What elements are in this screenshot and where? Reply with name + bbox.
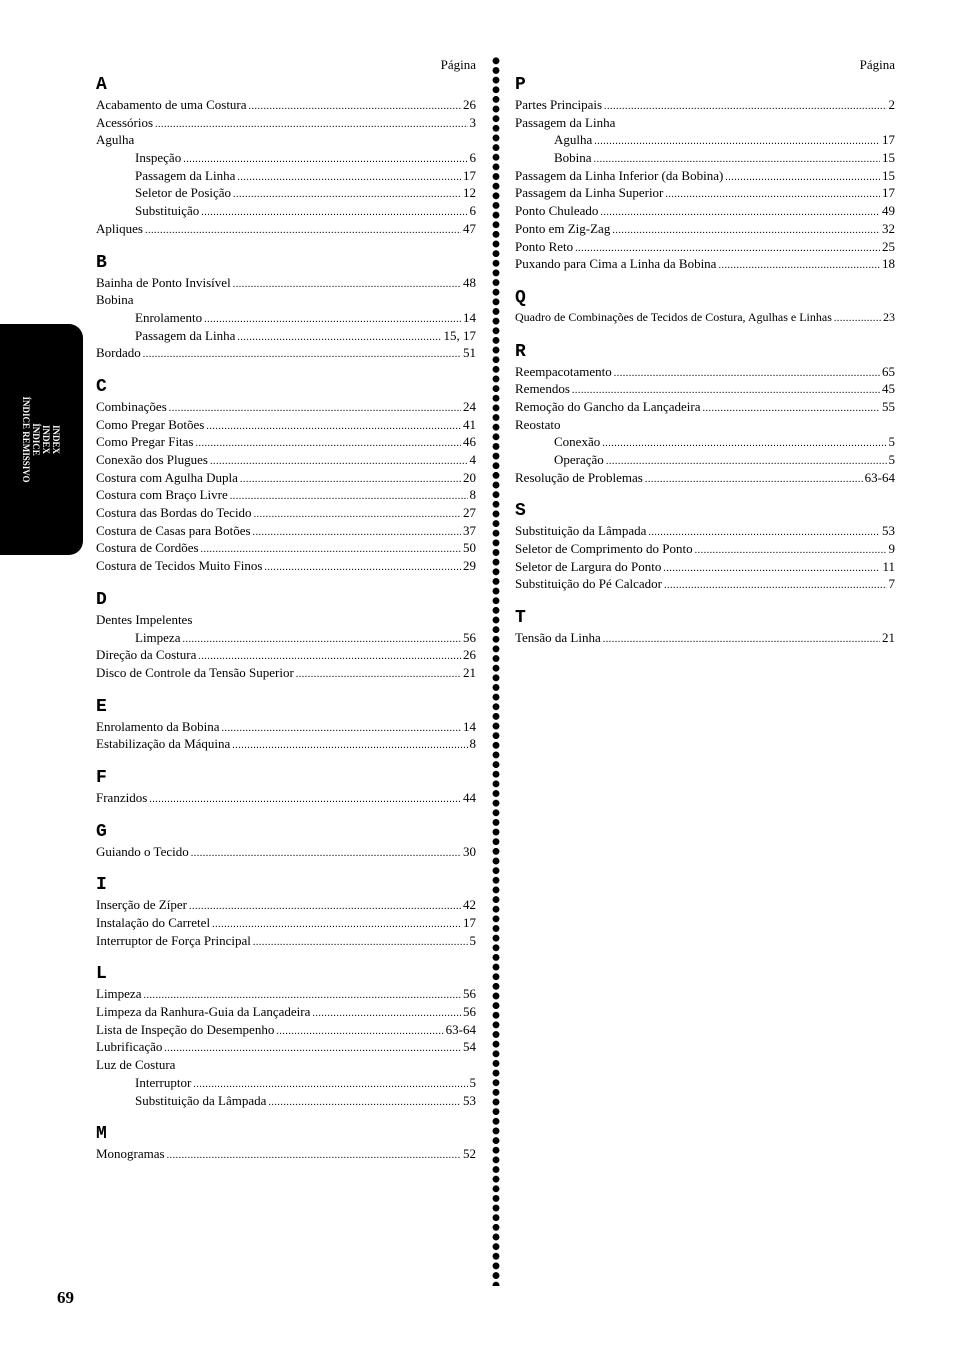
- dot-leader: [233, 276, 461, 294]
- entry-label: Operação: [554, 452, 604, 467]
- index-entry: [96, 1145, 476, 1163]
- index-entry: [96, 646, 476, 664]
- index-entry: [96, 985, 476, 1003]
- section-letter: I: [96, 875, 107, 896]
- entry-page: 29: [463, 558, 476, 574]
- entry-label: Estabilização da Máquina: [96, 736, 231, 752]
- entry-label: Interruptor: [135, 1074, 192, 1090]
- index-entry: [96, 843, 476, 861]
- entry-label: Passagem da Linha: [135, 327, 236, 343]
- entry-page: 47: [463, 220, 476, 236]
- index-entry: [96, 291, 476, 309]
- index-entry: [96, 131, 476, 149]
- index-entry: [96, 896, 476, 914]
- entry-page: 50: [463, 540, 476, 556]
- index-entry: [515, 114, 895, 132]
- entry-page: 21: [463, 664, 476, 680]
- index-section: [515, 607, 895, 647]
- entry-page: 32: [882, 220, 895, 236]
- entry-label: Costura de Cordões: [96, 540, 199, 556]
- index-entry: [96, 932, 476, 950]
- entry-label: Como Pregar Botões: [96, 416, 205, 432]
- index-entry: [515, 451, 895, 469]
- left-sections: [96, 74, 476, 1163]
- entry-label: Disco de Controle da Tensão Superior: [96, 664, 294, 680]
- entry-page: 2: [888, 97, 895, 112]
- index-section: [96, 252, 476, 362]
- dot-leader: [230, 488, 468, 506]
- dot-leader: [240, 471, 461, 489]
- index-section: [96, 1123, 476, 1163]
- right-sections: [515, 74, 895, 647]
- index-entry: [515, 363, 895, 381]
- entry-page: 45: [882, 381, 895, 397]
- dot-leader: [276, 1023, 443, 1041]
- entry-label: Inserção de Zíper: [96, 897, 187, 913]
- dot-leader: [253, 524, 461, 542]
- section-letter: G: [96, 821, 107, 842]
- dot-leader: [264, 559, 461, 577]
- entry-label: Conexão dos Plugues: [96, 452, 208, 467]
- entry-page: 30: [463, 843, 476, 859]
- entry-label: Limpeza: [135, 629, 181, 645]
- dot-leader: [169, 400, 461, 418]
- entry-page: 15: [882, 167, 895, 183]
- section-letter: B: [96, 252, 107, 273]
- entry-label: Como Pregar Fitas: [96, 434, 194, 450]
- dot-leader: [204, 311, 461, 329]
- entry-page: 23: [883, 309, 895, 324]
- entry-page: 27: [463, 505, 476, 521]
- entry-label: Acabamento de uma Costura: [96, 97, 247, 112]
- dot-leader: [703, 400, 880, 418]
- index-section: [96, 696, 476, 753]
- dot-leader: [606, 453, 887, 471]
- entry-page: 3: [469, 114, 476, 130]
- entry-label: Inspeção: [135, 150, 182, 166]
- entry-page: 12: [463, 185, 476, 201]
- section-letter: Q: [515, 287, 526, 308]
- entry-page: 11: [882, 558, 895, 574]
- entry-page: 6: [469, 150, 476, 166]
- entry-page: 49: [882, 203, 895, 219]
- entry-label: Bobina: [554, 150, 592, 166]
- index-entry: [96, 718, 476, 736]
- index-entry: [96, 202, 476, 220]
- dot-leader: [237, 329, 441, 347]
- entry-page: 37: [463, 522, 476, 538]
- index-entry: [96, 1038, 476, 1056]
- index-entry: [515, 575, 895, 593]
- entry-label: Reostato: [515, 416, 561, 432]
- entry-label: Enrolamento: [135, 309, 203, 325]
- entry-page: 56: [463, 1004, 476, 1020]
- dot-leader: [695, 542, 887, 560]
- entry-page: 17: [463, 915, 476, 930]
- entry-label: Ponto Reto: [515, 238, 574, 254]
- index-entry: [96, 149, 476, 167]
- section-letter: A: [96, 75, 107, 95]
- index-section: [96, 963, 476, 1109]
- entry-page: 4: [469, 452, 476, 467]
- section-letter: D: [96, 589, 107, 610]
- section-letter: F: [96, 767, 107, 788]
- index-entry: [515, 469, 895, 487]
- index-entry: [96, 220, 476, 238]
- entry-label: Lista de Inspeção do Desempenho: [96, 1021, 275, 1037]
- index-entry: [96, 398, 476, 416]
- side-tab-labels: [0, 324, 83, 555]
- section-letter: P: [515, 75, 526, 95]
- entry-label: Partes Principais: [515, 97, 603, 112]
- entry-page: 48: [463, 274, 476, 290]
- index-entry: [515, 184, 895, 202]
- entry-label: Guiando o Tecido: [96, 843, 189, 859]
- index-entry: [515, 220, 895, 238]
- index-entry: [96, 629, 476, 647]
- index-section: [96, 874, 476, 949]
- entry-page: 17: [882, 185, 895, 201]
- section-letter: R: [515, 341, 526, 362]
- entry-page: 15: [882, 150, 895, 166]
- entry-label: Passagem da Linha Inferior (da Bobina): [515, 167, 724, 183]
- entry-label: Costura com Braço Livre: [96, 487, 228, 503]
- dot-leader: [312, 1005, 461, 1023]
- dot-leader: [232, 737, 467, 755]
- entry-page: 63-64: [864, 469, 895, 485]
- entry-label: Agulha: [554, 132, 593, 148]
- entry-page: 44: [463, 789, 476, 805]
- index-entry: [515, 380, 895, 398]
- index-entry: [96, 664, 476, 682]
- dot-leader: [167, 1147, 461, 1165]
- index-entry: [515, 255, 895, 273]
- entry-page: 14: [463, 718, 476, 734]
- index-column-right: [515, 56, 895, 647]
- index-entry: [515, 433, 895, 451]
- dot-leader: [663, 560, 880, 578]
- entry-label: Interruptor de Força Principal: [96, 932, 251, 948]
- index-entry: [96, 504, 476, 522]
- entry-page: 6: [469, 203, 476, 219]
- entry-label: Instalação do Carretel: [96, 915, 211, 930]
- dot-leader: [210, 453, 468, 471]
- index-section: [96, 74, 476, 238]
- dot-leader: [254, 506, 461, 524]
- index-entry: [96, 611, 476, 629]
- entry-page: 52: [463, 1146, 476, 1162]
- entry-page: 21: [882, 630, 895, 646]
- dot-leader: [665, 186, 880, 204]
- index-entry: [96, 1003, 476, 1021]
- dot-leader: [268, 1094, 461, 1112]
- entry-page: 56: [463, 629, 476, 645]
- index-entry: [515, 238, 895, 256]
- index-entry: [96, 96, 476, 114]
- index-entry: [515, 96, 895, 114]
- dotted-divider: [491, 56, 501, 1286]
- index-section: [96, 767, 476, 807]
- entry-label: Seletor de Largura do Ponto: [515, 558, 662, 574]
- section-letter: E: [96, 696, 107, 717]
- entry-label: Combinações: [96, 398, 167, 414]
- entry-page: 5: [888, 434, 895, 450]
- side-tab: [0, 324, 83, 555]
- index-entry: [96, 1021, 476, 1039]
- entry-page: 41: [463, 416, 476, 432]
- index-entry: [96, 557, 476, 575]
- entry-page: 25: [882, 238, 895, 254]
- entry-page: 42: [463, 897, 476, 913]
- index-entry: [96, 789, 476, 807]
- dot-leader: [645, 471, 863, 489]
- index-entry: [515, 416, 895, 434]
- entry-label: Costura das Bordas do Tecido: [96, 505, 252, 521]
- dot-leader: [233, 186, 461, 204]
- entry-page: 24: [463, 398, 476, 414]
- entry-label: Costura com Agulha Dupla: [96, 469, 238, 485]
- entry-page: 53: [882, 523, 895, 539]
- entry-page: 8: [469, 736, 476, 752]
- entry-label: Monogramas: [96, 1146, 165, 1162]
- index-section: [515, 500, 895, 593]
- entry-page: 18: [882, 256, 895, 272]
- index-entry: [515, 398, 895, 416]
- entry-label: Ponto Chuleado: [515, 203, 599, 219]
- section-letter: T: [515, 608, 526, 629]
- entry-label: Resolução de Problemas: [515, 469, 643, 485]
- dot-leader: [237, 169, 461, 187]
- section-letter: C: [96, 376, 107, 397]
- index-entry: [96, 309, 476, 327]
- entry-label: Luz de Costura: [96, 1057, 176, 1073]
- entry-label: Tensão da Linha: [515, 630, 601, 646]
- side-tab-line: INDEX: [41, 424, 52, 454]
- index-section: [96, 821, 476, 861]
- entry-label: Limpeza da Ranhura-Guia da Lançadeira: [96, 1004, 311, 1020]
- index-entry: [96, 327, 476, 345]
- entry-page: 8: [469, 487, 476, 503]
- dot-leader: [182, 631, 461, 649]
- dot-leader: [249, 98, 461, 116]
- dot-leader: [143, 346, 461, 364]
- entry-label: Quadro de Combinações de Tecidos de Costura, Agulhas e Linhas: [515, 309, 832, 324]
- entry-page: 9: [888, 541, 895, 557]
- entry-label: Passagem da Linha: [515, 114, 616, 130]
- entry-page: 26: [463, 97, 476, 112]
- entry-page: 5: [469, 932, 476, 948]
- dot-leader: [253, 934, 468, 952]
- entry-page: 17: [463, 167, 476, 183]
- dot-leader: [201, 204, 467, 222]
- side-tab-line: ÍNDICE REMISSIVO: [21, 396, 32, 483]
- index-entry: [96, 469, 476, 487]
- index-entry: [96, 1074, 476, 1092]
- dot-leader: [600, 204, 880, 222]
- section-letter: L: [96, 964, 107, 985]
- pagina-header-right: Página: [859, 57, 895, 72]
- dot-leader: [191, 845, 461, 863]
- entry-label: Substituição da Lâmpada: [515, 523, 647, 539]
- index-entry: [515, 522, 895, 540]
- dot-leader: [725, 169, 880, 187]
- dot-leader: [612, 222, 880, 240]
- entry-label: Apliques: [96, 220, 143, 236]
- index-entry: [96, 451, 476, 469]
- index-entry: [96, 486, 476, 504]
- dot-leader: [206, 418, 461, 436]
- dot-leader: [196, 435, 462, 453]
- entry-label: Conexão: [554, 434, 601, 450]
- index-entry: [96, 914, 476, 932]
- index-entry: [515, 131, 895, 149]
- entry-label: Agulha: [96, 132, 135, 148]
- index-section: [515, 74, 895, 273]
- index-entry: [515, 629, 895, 647]
- index-entry: [96, 1092, 476, 1110]
- entry-label: Substituição do Pé Calcador: [515, 576, 662, 592]
- dot-leader: [149, 791, 461, 809]
- dot-leader: [603, 631, 880, 649]
- dot-leader: [602, 435, 886, 453]
- entry-label: Enrolamento da Bobina: [96, 718, 220, 734]
- section-letter: M: [96, 1124, 107, 1145]
- entry-page: 65: [882, 363, 895, 379]
- section-letter: S: [515, 501, 526, 522]
- entry-page: 53: [463, 1092, 476, 1108]
- dot-leader: [164, 1040, 461, 1058]
- entry-label: Costura de Tecidos Muito Finos: [96, 558, 263, 574]
- entry-label: Bordado: [96, 345, 141, 361]
- index-section: [96, 376, 476, 575]
- index-entry: [96, 274, 476, 292]
- entry-page: 17: [882, 132, 895, 148]
- dot-leader: [834, 310, 881, 328]
- dot-leader: [189, 898, 461, 916]
- entry-label: Remendos: [515, 381, 570, 397]
- entry-label: Bainha de Ponto Invisível: [96, 274, 231, 290]
- index-entry: [96, 416, 476, 434]
- entry-page: 56: [463, 986, 476, 1002]
- entry-page: 5: [888, 452, 895, 467]
- dot-leader: [614, 365, 880, 383]
- dot-leader: [296, 666, 461, 684]
- index-entry: [96, 344, 476, 362]
- dot-leader: [594, 133, 880, 151]
- entry-label: Bobina: [96, 292, 134, 308]
- side-tab-line: ÍNDICE: [31, 423, 42, 456]
- entry-page: 20: [463, 469, 476, 485]
- entry-label: Limpeza: [96, 986, 142, 1002]
- dot-leader: [155, 116, 467, 134]
- entry-label: Substituição: [135, 203, 200, 219]
- index-entry: [515, 540, 895, 558]
- index-section: [96, 589, 476, 682]
- entry-label: Passagem da Linha Superior: [515, 185, 664, 201]
- entry-page: 46: [463, 434, 476, 450]
- entry-label: Acessórios: [96, 114, 154, 130]
- entry-page: 55: [882, 398, 895, 414]
- index-entry: [96, 1056, 476, 1074]
- entry-label: Franzidos: [96, 789, 148, 805]
- index-entry: [515, 149, 895, 167]
- entry-label: Ponto em Zig-Zag: [515, 220, 611, 236]
- index-entry: [96, 184, 476, 202]
- page-number: 69: [57, 1288, 74, 1307]
- index-entry: [515, 309, 895, 327]
- entry-page: 14: [463, 309, 476, 325]
- entry-label: Remoção do Gancho da Lançadeira: [515, 398, 701, 414]
- entry-label: Substituição da Lâmpada: [135, 1092, 267, 1108]
- index-entry: [515, 167, 895, 185]
- entry-label: Seletor de Comprimento do Ponto: [515, 541, 693, 557]
- dot-leader: [221, 720, 461, 738]
- entry-label: Direção da Costura: [96, 647, 197, 663]
- index-entry: [96, 114, 476, 132]
- dot-leader: [145, 222, 461, 240]
- entry-label: Costura de Casas para Botões: [96, 522, 251, 538]
- entry-page: 15, 17: [443, 327, 476, 343]
- dot-leader: [718, 257, 880, 275]
- index-entry: [515, 558, 895, 576]
- index-section: [515, 341, 895, 487]
- index-entry: [96, 735, 476, 753]
- index-column-left: [96, 56, 476, 1163]
- index-entry: [96, 433, 476, 451]
- entry-page: 7: [888, 576, 895, 592]
- dot-leader: [604, 98, 886, 116]
- index-section: [515, 287, 895, 327]
- dot-leader: [664, 577, 887, 595]
- entry-label: Passagem da Linha: [135, 167, 236, 183]
- index-entry: [96, 522, 476, 540]
- entry-label: Reempacotamento: [515, 363, 612, 379]
- side-tab-line: INDEX: [51, 424, 62, 454]
- pagina-header-left: Página: [440, 57, 476, 72]
- index-entry: [96, 167, 476, 185]
- entry-page: 5: [469, 1074, 476, 1090]
- entry-page: 54: [463, 1039, 476, 1055]
- entry-label: Seletor de Posição: [135, 185, 232, 201]
- entry-page: 26: [463, 647, 476, 663]
- index-entry: [96, 539, 476, 557]
- entry-page: 63-64: [445, 1021, 476, 1037]
- entry-label: Dentes Impelentes: [96, 611, 193, 627]
- entry-page: 51: [463, 345, 476, 361]
- index-entry: [515, 202, 895, 220]
- entry-label: Puxando para Cima a Linha da Bobina: [515, 256, 717, 272]
- entry-label: Lubrificação: [96, 1039, 163, 1055]
